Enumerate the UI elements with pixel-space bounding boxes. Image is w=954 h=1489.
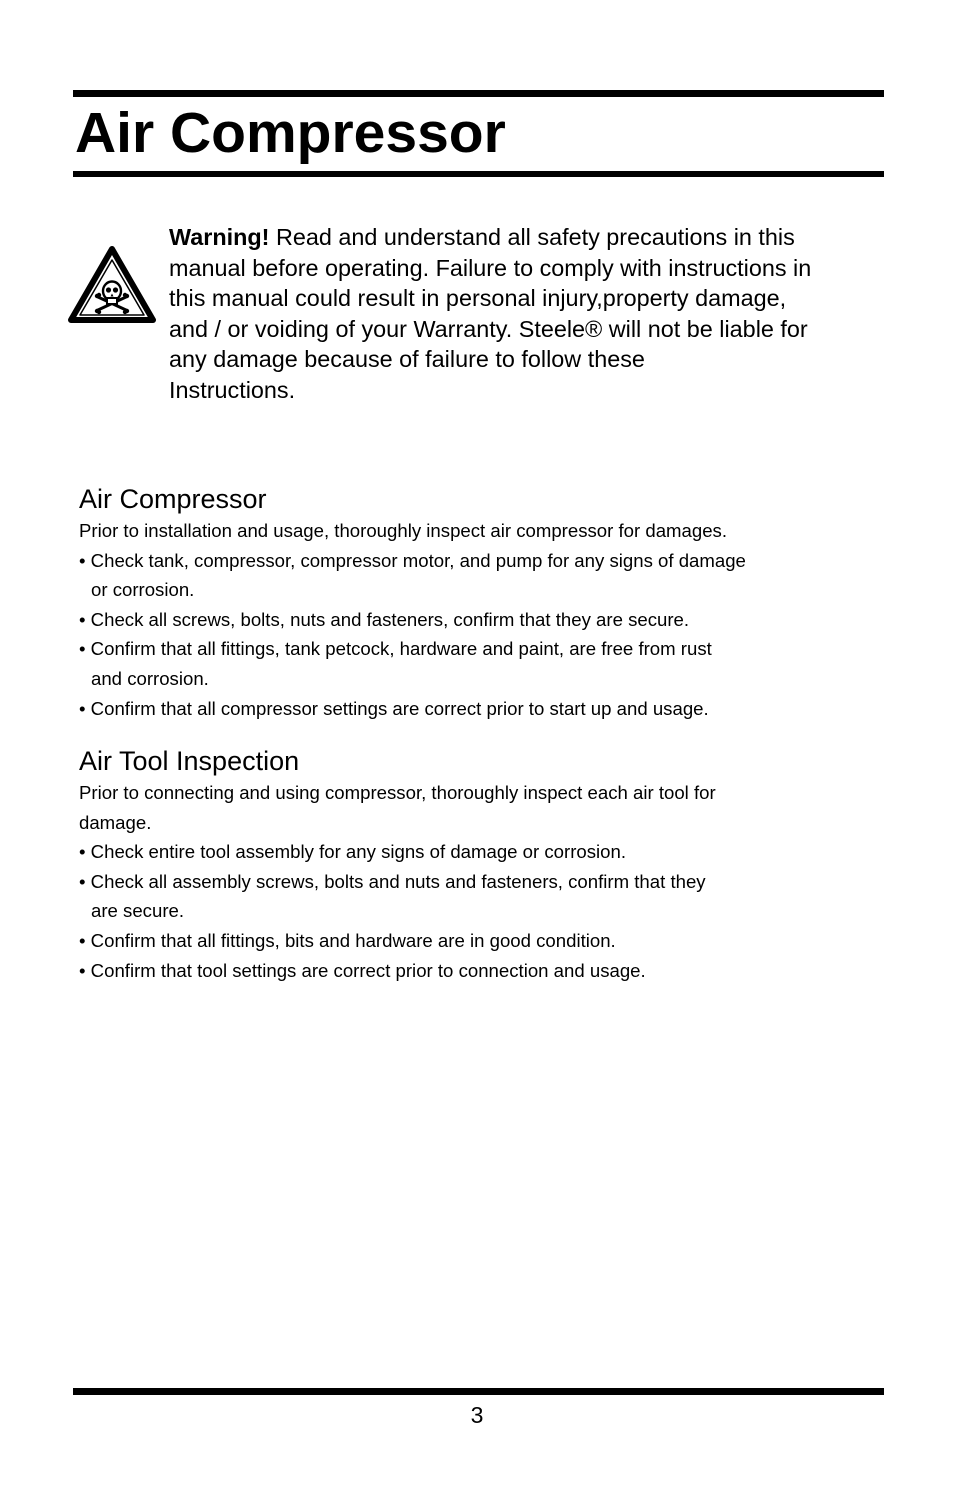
warning-line: this manual could result in personal injury,property damage, bbox=[169, 285, 787, 311]
warning-line: Instructions. bbox=[169, 376, 296, 403]
section-air-tool-inspection bbox=[79, 744, 869, 985]
warning-line: Warning! Read and understand all safety precautions in this bbox=[169, 224, 795, 250]
list-item: • Confirm that all fittings, bits and hardware are in good condition. bbox=[79, 929, 616, 951]
list-item: • Confirm that tool settings are correct prior to connection and usage. bbox=[79, 959, 646, 981]
warning-line: any damage because of failure to follow these bbox=[169, 346, 645, 372]
footer-rule bbox=[73, 1388, 884, 1395]
list-item: • Check all screws, bolts, nuts and fasteners, confirm that they are secure. bbox=[79, 608, 690, 630]
list-item: • Confirm that all compressor settings are correct prior to start up and usage. bbox=[79, 697, 709, 719]
warning-line: and / or voiding of your Warranty. Steele® will not be liable for bbox=[169, 315, 808, 342]
title-underline-rule bbox=[73, 171, 884, 177]
list-item: • Confirm that all fittings, tank petcock, hardware and paint, are free from rust and corrosion. bbox=[79, 638, 712, 689]
section-heading: Air Compressor bbox=[79, 484, 267, 514]
section-intro: Prior to connecting and using compressor, thoroughly inspect each air tool for damage. bbox=[79, 782, 716, 833]
warning-label: Warning! bbox=[169, 224, 270, 250]
checklist bbox=[79, 837, 869, 985]
section-intro: Prior to installation and usage, thoroughly inspect air compressor for damages. bbox=[79, 520, 728, 541]
list-item: • Check tank, compressor, compressor motor, and pump for any signs of damage or corrosion. bbox=[79, 549, 746, 601]
section-air-compressor bbox=[79, 482, 869, 723]
checklist bbox=[79, 546, 869, 724]
list-item: • Check all assembly screws, bolts and nuts and fasteners, confirm that they are secure. bbox=[79, 870, 706, 922]
list-item: • Check entire tool assembly for any signs of damage or corrosion. bbox=[79, 841, 627, 863]
skull-crossbones-warning-icon bbox=[68, 246, 156, 324]
warning-paragraph bbox=[169, 222, 881, 405]
section-heading: Air Tool Inspection bbox=[79, 746, 300, 776]
warning-line: manual before operating. Failure to comply with instructions in bbox=[169, 254, 812, 281]
page-number: 3 bbox=[470, 1402, 484, 1428]
page-title: Air Compressor bbox=[75, 101, 506, 165]
top-rule bbox=[73, 90, 884, 97]
